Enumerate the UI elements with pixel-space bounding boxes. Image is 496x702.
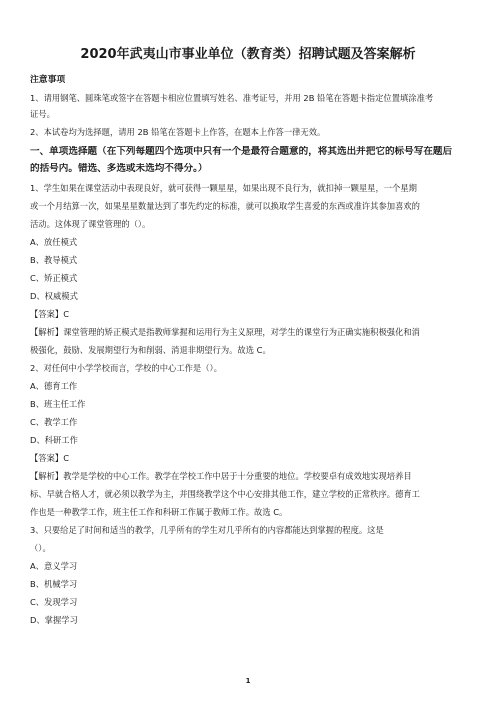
- section-heading: 一、单项选择题（在下列每题四个选项中只有一个是最符合题意的，将其选出并把它的标号写在题后: [30, 146, 453, 157]
- q2-answer: 【答案】C: [30, 453, 69, 463]
- document-title: 2020年武夷山市事业单位（教育类）招聘试题及答案解析: [80, 47, 416, 62]
- q2-analysis: 【解析】教学是学校的中心工作。教学在学校工作中居于十分重要的地位。学校要卓有成效地实现培养目: [30, 471, 412, 481]
- q1-analysis: 【解析】课堂管理的矫正模式是指教师掌握和运用行为主义原理，对学生的课堂行为正确实施积极强化和消: [30, 327, 420, 337]
- q2-analysis-cont: 作也是一种教学工作，班主任工作和科研工作属于教师工作。故选 C。: [30, 507, 288, 517]
- q3-stem-cont: （）。: [30, 543, 51, 553]
- q1-option-c: C、矫正模式: [30, 273, 78, 283]
- notice-item-1-cont: 证号。: [30, 109, 55, 119]
- q1-option-b: B、教导模式: [30, 255, 78, 265]
- q2-option-c: C、教学工作: [30, 417, 78, 427]
- q1-option-d: D、权威模式: [30, 291, 78, 301]
- q1-option-a: A、放任模式: [30, 237, 78, 247]
- q3-stem: 3、只要给足了时间和适当的教学，几乎所有的学生对几乎所有的内容都能达到掌握的程度。这是: [30, 525, 384, 535]
- q1-answer: 【答案】C: [30, 309, 69, 319]
- q2-option-d: D、科研工作: [30, 435, 78, 445]
- q1-stem: 1、学生如果在课堂活动中表现良好，就可获得一颗星星，如果出现不良行为，就扣掉一颗星星，一个星期: [30, 183, 417, 193]
- page-number: 1: [245, 677, 251, 685]
- q2-analysis-cont: 标、早就合格人才，就必须以教学为主，并围绕教学这个中心安排其他工作，建立学校的正常秩序。德育工: [30, 489, 420, 499]
- q3-option-a: A、意义学习: [30, 561, 78, 571]
- notice-heading: 注意事项: [30, 75, 66, 85]
- q2-option-b: B、班主任工作: [30, 399, 86, 409]
- section-heading-cont: 的括号内。错选、多选或未选均不得分。）: [30, 163, 208, 174]
- q2-option-a: A、德育工作: [30, 381, 78, 391]
- q3-option-b: B、机械学习: [30, 579, 78, 589]
- q3-option-d: D、掌握学习: [30, 615, 78, 625]
- notice-item-2: 2、本试卷均为选择题，请用 2B 铅笔在答题卡上作答，在题本上作答一律无效。: [30, 127, 326, 137]
- q1-analysis-cont: 极强化，鼓励、发展期望行为和削弱、消退非期望行为。故选 C。: [30, 345, 271, 355]
- q1-stem-cont: 活动。这体现了课堂管理的（）。: [30, 219, 151, 229]
- notice-item-1: 1、请用钢笔、圆珠笔或签字在答题卡相应位置填写姓名、准考证号，并用 2B 铅笔在答题卡指定位置填涂准考: [30, 93, 434, 103]
- q3-option-c: C、发现学习: [30, 597, 78, 607]
- q2-stem: 2、对任何中小学学校而言，学校的中心工作是（）。: [30, 363, 222, 373]
- q1-stem-cont: 或一个月结算一次，如果星星数量达到了事先约定的标准，就可以换取学生喜爱的东西或准许其参加喜欢的: [30, 201, 420, 211]
